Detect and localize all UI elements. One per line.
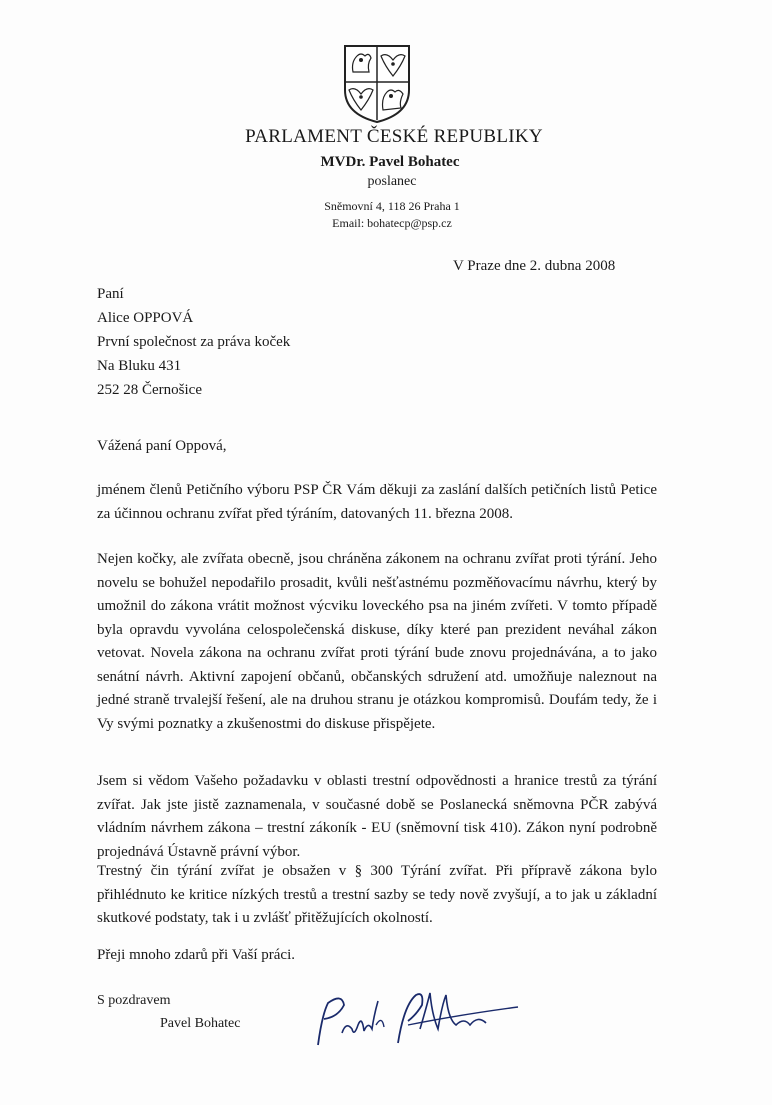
letter-date: V Praze dne 2. dubna 2008 — [453, 258, 616, 274]
body-paragraph: Nejen kočky, ale zvířata obecně, jsou chráněna zákonem na ochranu zvířat proti týrání. Jeho novelu se bohužel nepodařilo prosadit, kvůli nešťastnému pozměňovacímu návrhu, který by umožnil do zákona vrátit možnost výcviku loveckého psa na jiném zvířeti. V tomto případě byla opravdu vyvolána celospolečenská diskuse, díky které pan prezident neváhal zákon vetovat. Novela zákona na ochranu zvířat proti týrání bude znovu projednávána, a to jako senátní návrh. Aktivní zapojení občanů, občanských sdružení atd. umožňuje naleznout na jedné straně trvalejší řešení, ale na druhou stranu je otázkou kompromisů. Doufám tedy, že i Vy svými poznatky a zkušenostmi do diskuse přispějete. — [97, 551, 657, 732]
sender-email: Email: bohatecp@psp.cz — [332, 216, 452, 230]
recipient-line: Na Bluku 431 — [97, 358, 182, 374]
handwritten-signature — [308, 985, 528, 1055]
recipient-line: První společnost za práva koček — [97, 334, 291, 350]
sender-role: poslanec — [367, 174, 417, 189]
body-paragraph: Jsem si vědom Vašeho požadavku v oblasti trestní odpovědnosti a hranice trestů za týrání zvířat. Jak jste jistě zaznamenala, v současné době se Poslanecká sněmovna PČR zabývá vládním návrhem zákona – trestní zákoník - EU (sněmovní tisk 410). Zákon nyní podrobně projednává Ústavně právní výbor. — [97, 773, 657, 860]
body-paragraph: Trestný čin týrání zvířat je obsažen v § 300 Týrání zvířat. Při přípravě zákona bylo přihlédnuto ke kritice nízkých trestů a trestní sazby se tedy nově zvyšují, a to jak u základní skutkové podstaty, tak i u zvlášť přitěžujících okolností. — [97, 863, 657, 926]
closing-greeting: S pozdravem — [97, 993, 171, 1008]
body-paragraph: jménem členů Petičního výboru PSP ČR Vám děkuji za zaslání dalších petičních listů Petice za účinnou ochranu zvířat před týráním, datovaných 11. března 2008. — [97, 482, 657, 522]
sender-name: MVDr. Pavel Bohatec — [320, 154, 460, 170]
recipient-line: Alice OPPOVÁ — [97, 310, 194, 326]
recipient-line: Paní — [97, 286, 124, 302]
recipient-line: 252 28 Černošice — [97, 382, 202, 398]
signer-name: Pavel Bohatec — [160, 1016, 241, 1031]
sender-address: Sněmovní 4, 118 26 Praha 1 — [324, 199, 460, 213]
institution-title: PARLAMENT ČESKÉ REPUBLIKY — [245, 126, 543, 147]
body-paragraph: Přeji mnoho zdarů při Vaší práci. — [97, 947, 296, 963]
salutation: Vážená paní Oppová, — [97, 438, 227, 454]
coat-of-arms-emblem — [341, 42, 413, 124]
